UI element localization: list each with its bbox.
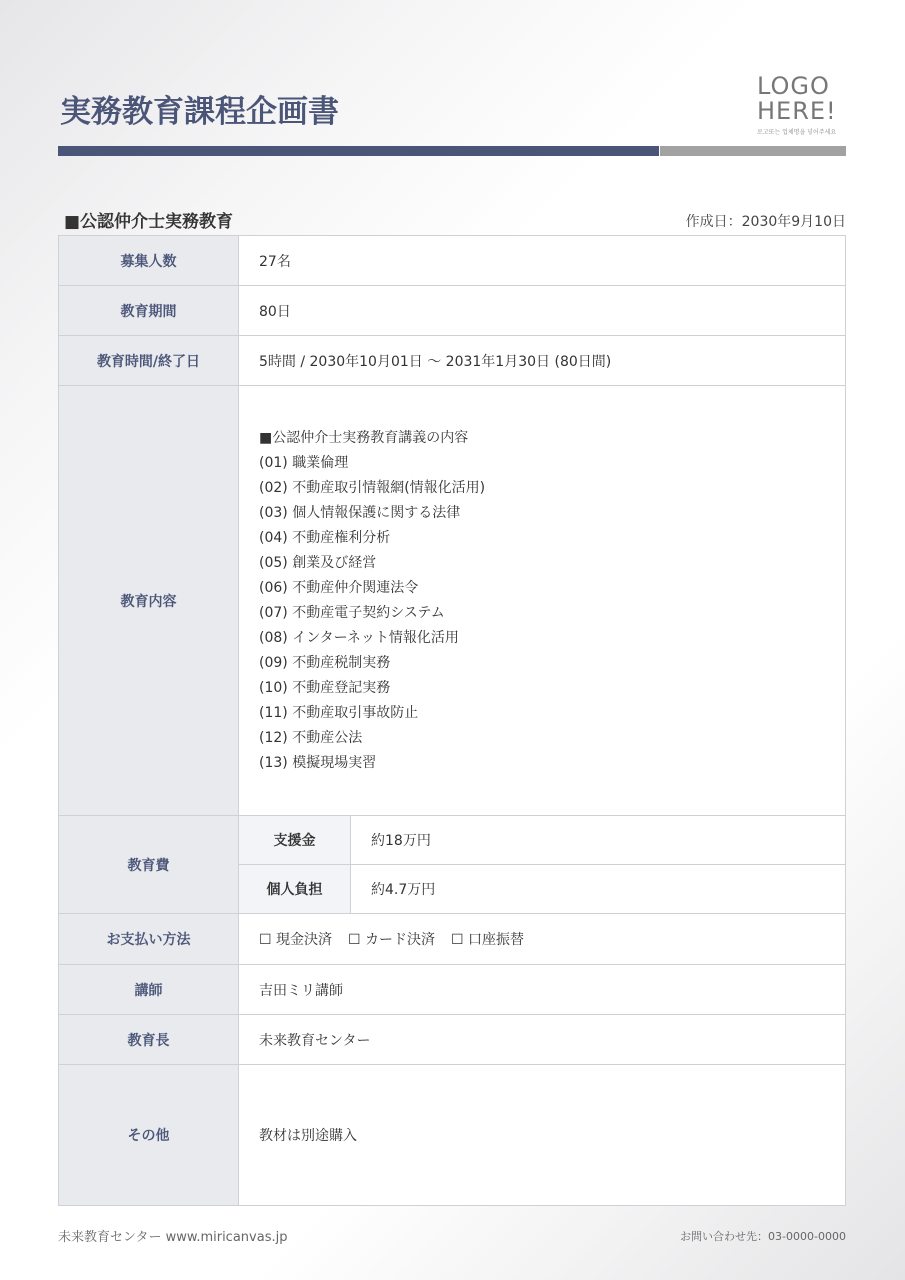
table-row: [59, 965, 846, 1015]
content-item: (11) 不動産取引事故防止: [259, 704, 419, 721]
content-item: (09) 不動産税制実務: [259, 654, 391, 671]
content-item: (01) 職業倫理: [259, 454, 349, 471]
content-item: (04) 不動産権利分析: [259, 529, 391, 546]
page-title: 実務教育課程企画書: [60, 94, 339, 130]
row-label: その他: [59, 1065, 239, 1206]
row-label: 募集人数: [59, 236, 239, 286]
section-title: ■公認仲介士実務教育: [64, 212, 234, 232]
row-label: 教育内容: [59, 386, 239, 816]
content-item: (07) 不動産電子契約システム: [259, 604, 445, 621]
sub-label: 個人負担: [239, 865, 351, 914]
checkbox-cash[interactable]: ☐ 現金決済: [259, 932, 333, 948]
content-item: (06) 不動産仲介関連法令: [259, 579, 419, 596]
sub-label: 支援金: [239, 816, 351, 865]
sub-value: 約18万円: [351, 816, 846, 865]
checkbox-card[interactable]: ☐ カード決済: [348, 932, 436, 948]
content-item: ■公認仲介士実務教育講義の内容: [259, 429, 469, 446]
content-item: (08) インターネット情報化活用: [259, 629, 459, 646]
row-value: 27名: [239, 236, 846, 286]
option-label: 口座振替: [468, 932, 525, 948]
row-label: 教育長: [59, 1015, 239, 1065]
table-row: [59, 1015, 846, 1065]
footer-left: 未来教育センター www.miricanvas.jp: [58, 1230, 288, 1245]
logo-line2: HERE!: [757, 97, 837, 125]
table-row: [59, 1065, 846, 1206]
table-row: [59, 236, 846, 286]
table-row: [59, 286, 846, 336]
content-list: [239, 386, 846, 816]
row-value: 教材は別途購入: [239, 1065, 846, 1206]
content-item: (05) 創業及び経営: [259, 554, 377, 571]
row-value: 80日: [239, 286, 846, 336]
table-row: [59, 914, 846, 965]
content-item: (03) 個人情報保護に関する法律: [259, 504, 461, 521]
content-item: (10) 不動産登記実務: [259, 679, 391, 696]
logo-line1: LOGO: [757, 72, 830, 100]
payment-options: [239, 914, 846, 965]
row-label: お支払い方法: [59, 914, 239, 965]
footer-contact: お問い合わせ先：03-0000-0000: [680, 1230, 846, 1243]
created-date: 作成日：2030年9月10日: [685, 214, 846, 230]
option-label: カード決済: [365, 932, 436, 948]
checkbox-transfer[interactable]: ☐ 口座振替: [451, 932, 525, 948]
row-label: 教育期間: [59, 286, 239, 336]
header-bar-primary: [58, 146, 659, 156]
row-value: 未来教育センター: [239, 1015, 846, 1065]
header-bar-secondary: [660, 146, 846, 156]
table-row: [59, 816, 846, 865]
table-row: [59, 336, 846, 386]
row-value: 吉田ミリ講師: [239, 965, 846, 1015]
content-item: (13) 模擬現場実習: [259, 754, 377, 771]
logo: [757, 74, 847, 136]
row-label: 教育時間/終了日: [59, 336, 239, 386]
logo-sub: 로고또는 업체명을 넣어주세요: [757, 129, 837, 136]
row-value: 5時間 / 2030年10月01日 〜 2031年1月30日 (80日間): [239, 336, 846, 386]
content-item: (02) 不動産取引情報網(情報化活用): [259, 479, 486, 496]
content-item: (12) 不動産公法: [259, 729, 363, 746]
row-label: 教育費: [59, 816, 239, 914]
row-label: 講師: [59, 965, 239, 1015]
option-label: 現金決済: [276, 932, 333, 948]
table-row: [59, 386, 846, 816]
sub-value: 約4.7万円: [351, 865, 846, 914]
plan-table: [58, 235, 846, 1206]
